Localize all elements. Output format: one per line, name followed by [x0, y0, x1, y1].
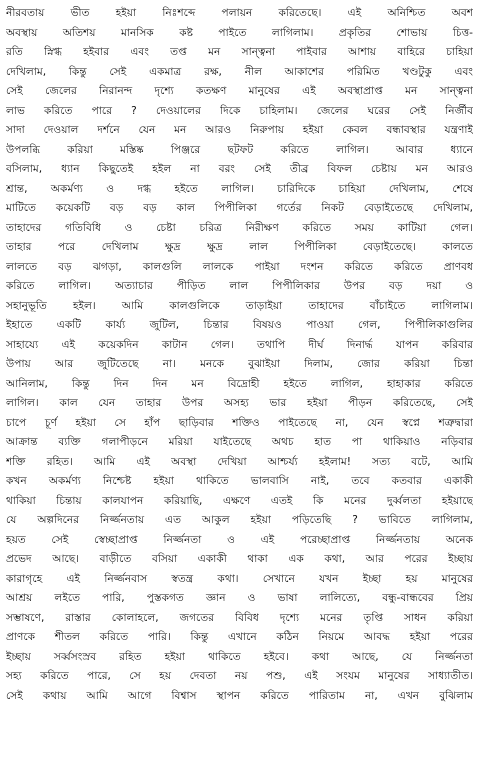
text-line: কখন অকর্মণ্য নিশ্চেষ্ট হইয়া থাকিতে ভালবাসি নাই, তবে কতবার একাকী	[6, 475, 473, 487]
text-line: আশ্রয় লইতে পারি, পুস্তকগত জ্ঞান ও ভাষা লালিত্যে, বন্ধু-বান্ধবের প্রিয়	[6, 592, 473, 604]
text-line: দেখিলাম, কিন্তু সেই একমাত্র রক্ষ, নীল আকাশের পরিমিত খণ্ডটুকু এবং	[6, 65, 473, 78]
text-line: উপলব্ধি করিয়া মস্তিষ্ক পিঞ্জরে ছটফট করিতে লাগিল। আবার ধ্যানে	[6, 143, 473, 156]
text-line: প্রাণকে শীতল করিতে পারি। কিন্তু এখানে কঠিন নিয়মে আবদ্ধ হইয়া পরের	[6, 631, 473, 643]
text-line: থাকিয়া চিন্তায় কালযাপন করিয়াছি, এক্ষণে এতই কি মনের দুর্ব্বলতা হইয়াছে	[6, 494, 473, 507]
text-line: রতি স্নিগ্ধ হইবার এবং তপ্ত মন সান্ত্বনা পাইবার আশায় বাহিরে চাহিয়া	[6, 46, 473, 58]
text-line: লাগিল। কাল যেন তাহার উপর অসহ্য ভার হইয়া পীড়ন করিতেছে, সেই	[6, 397, 473, 409]
text-line: লাভ করিতে পারে ? দেওয়ালের দিকে চাহিলাম। জেলের ঘরের সেই নির্জীব	[6, 104, 473, 117]
text-line: ইচ্ছায় সর্ব্বসংস্রব রহিত হইয়া থাকিতে হইবে। কথা আছে, যে নির্জ্জনতা	[6, 650, 473, 663]
text-line: তাহার পরে দেখিলাম ক্ষুদ্র ক্ষুদ্র লাল পিপীলিকা বেড়াইতেছে। কালতে	[6, 241, 473, 253]
text-line: চাপে চূর্ণ হইয়া সে হাঁপ ছাড়িবার শক্তিও পাইতেছে না, যেন স্বপ্নে শত্রুদ্বারা	[6, 416, 473, 429]
text-line: বসিলাম, ধ্যান কিছুতেই হইল না বরং সেই তীব্র বিফল চেষ্টায় মন আরও	[6, 163, 473, 175]
text-line: আনিলাম, কিন্তু দিন দিন মন বিদ্রোহী হইতে লাগিল, হাহাকার করিতে	[6, 377, 473, 390]
text-line: শক্তি রহিত। আমি এই অবস্থা দেখিয়া আশ্চর্য্য হইলাম! সত্য বটে, আমি	[6, 455, 473, 468]
text-line: অবস্থায় অতিশয় মানসিক কষ্ট পাইতে লাগিলাম। প্রকৃতির শোভায় চিত্ত-	[6, 26, 473, 39]
text-line: মাটিতে কয়েকটি বড় বড় কাল পিপীলিকা গর্তের নিকট বেড়াইতেছে দেখিলাম,	[6, 202, 473, 214]
text-line: তাহাদের গতিবিধি ও চেষ্টা চরিত্র নিরীক্ষণ করিতে সময় কাটিয়া গেল।	[6, 221, 473, 234]
text-line: প্রভেদ আছে। বাড়ীতে বসিয়া একাকী থাকা এক কথা, আর পরের ইচ্ছায়	[6, 553, 473, 565]
text-line: লালতে বড় ঝগড়া, কালগুলি লালকে পাইয়া দংশন করিতে করিতে প্রাণবধ	[6, 260, 473, 273]
text-line: সহ্য করিতে পারে, সে হয় দেবতা নয় পশু, এই সংযম মানুষের সাধ্যাতীত।	[6, 670, 473, 682]
text-line: ইহাতে একটি কার্য্য জুটিল, চিন্তার বিষয়ও পাওয়া গেল, পিপীলিকাগুলির	[6, 319, 473, 331]
text-line: আক্রান্ত ব্যক্তি গলাপীড়নে মরিয়া যাইতেছে অথচ হাত পা থাকিয়াও নড়িবার	[6, 436, 473, 448]
text-line: সেই জেলের নিরানন্দ দৃশ্যে কতক্ষণ মানুষের এই অবস্থাপ্রাপ্ত মন সান্ত্বনা	[6, 85, 473, 97]
text-line: সাদা দেওয়াল দর্শনে যেন মন আরও নিরুপায় হইয়া কেবল বন্ধাবস্থার যন্ত্রণাই	[6, 124, 473, 136]
text-line: যে অল্পদিনের নির্জ্জনতায় এত আকুল হইয়া পড়িতেছি ? ভাবিতে লাগিলাম,	[6, 514, 473, 526]
text-line: শ্রান্ত, অকর্মণ্য ও দগ্ধ হইতে লাগিল। চারিদিকে চাহিয়া দেখিলাম, শেষে	[6, 182, 473, 195]
text-line: সেই কথায় আমি আগে বিশ্বাস স্থাপন করিতে পারিতাম না, এখন বুঝিলাম	[6, 689, 473, 702]
text-line: উপায় আর জুটিতেছে না। মনকে বুঝাইয়া দিলাম, জোর করিয়া চিন্তা	[6, 358, 473, 370]
text-line: হয়ত সেই স্বেচ্ছাপ্রাপ্ত নির্জ্জনতা ও এই পরেচ্ছাপ্রাপ্ত নির্জ্জনতায় অনেক	[6, 533, 473, 546]
text-line: কারাগৃহে এই নির্জ্জনবাস স্বতন্ত্র কথা। সেখানে যখন ইচ্ছা হয় মানুষের	[6, 572, 473, 585]
text-line: করিতে লাগিল। অত্যাচার পীড়িত লাল পিপীলিকার উপর বড় দয়া ও	[6, 280, 473, 292]
text-line: সহানুভূতি হইল। আমি কালগুলিকে তাড়াইয়া তাহাদের বাঁচাইতে লাগিলাম।	[6, 299, 473, 312]
text-line: সাহায্যে এই কয়েকদিন কাটান গেল। তথাপি দীর্ঘ দিনার্দ্ধ যাপন করিবার	[6, 338, 473, 351]
text-line: নীরবতায় ভীত হইয়া নিঃশব্দে পলায়ন করিতেছে। এই অনিশ্চিত অবশ	[6, 7, 473, 19]
text-line: সম্ভাষণে, রাস্তার কোলাহলে, জগতের বিবিধ দৃশ্যে মনের তৃপ্তি সাধন করিয়া	[6, 611, 473, 624]
